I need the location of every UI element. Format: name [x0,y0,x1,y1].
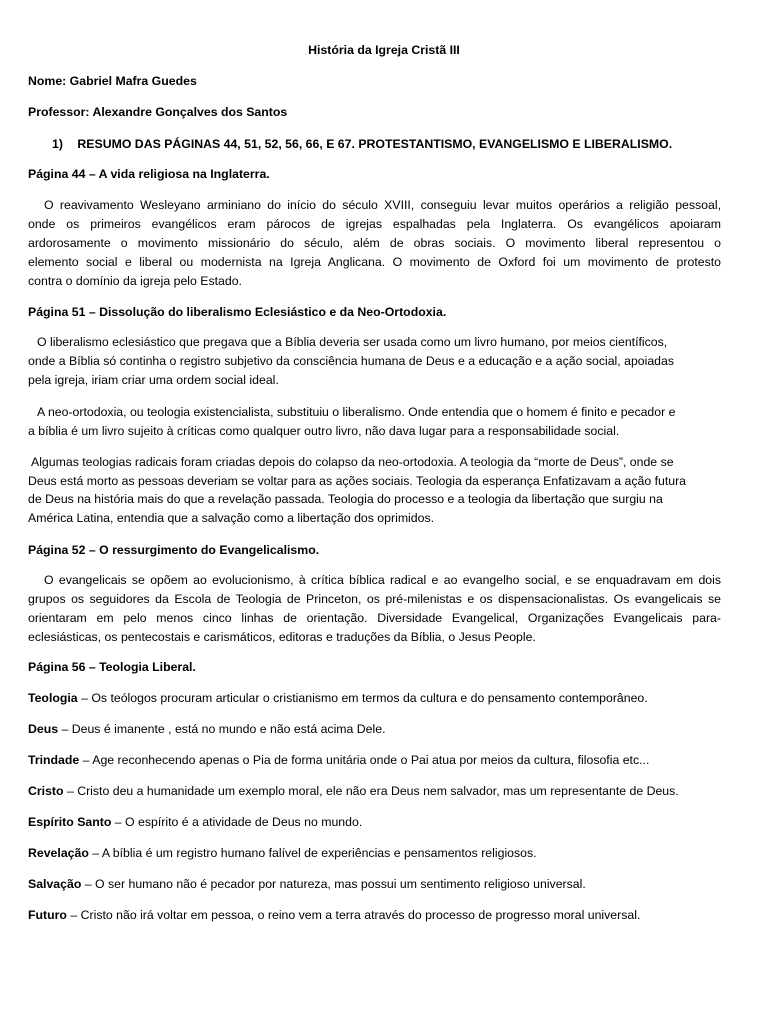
item-heading-text: RESUMO DAS PÁGINAS 44, 51, 52, 56, 66, E 67. PROTESTANTISMO, EVANGELISMO E LIBERALISMO. [77,137,673,151]
paragraph-line: grupos os seguidores da Escola de Teologia de Princeton, os pré-milenistas e os dispensacionalistas. Os evangelicais se [28,592,721,606]
definition-revelacao [28,844,721,863]
paragraph-line: onde os primeiros evangélicos eram párocos de igrejas espalhadas pela Inglaterra. Os evangélicos apoiaram [28,217,721,231]
student-name: Nome: Gabriel Mafra Guedes [28,74,197,88]
section-heading-44: Página 44 – A vida religiosa na Inglaterra. [28,167,270,181]
definition-term: Espírito Santo [28,815,112,829]
definition-text: – Age reconhecendo apenas o Pia de forma unitária onde o Pai atua por meios da cultura, filosofia etc... [79,753,650,767]
paragraph-line: O reavivamento Wesleyano arminiano do início do século XVIII, conseguiu levar muitos operários a religião pessoal, [44,198,721,212]
definition-term: Deus [28,722,59,736]
paragraph-line: América Latina, entendia que a salvação como a libertação dos oprimidos. [28,511,435,525]
section-heading-52: Página 52 – O ressurgimento do Evangelicalismo. [28,543,320,557]
paragraph-line: Algumas teologias radicais foram criadas depois do colapso da neo-ortodoxia. A teologia da “morte de Deus”, onde se [31,455,674,469]
paragraph-line: O liberalismo eclesiástico que pregava que a Bíblia deveria ser usada como um livro humano, por meios científicos, [37,335,668,349]
definition-text: – Deus é imanente , está no mundo e não está acima Dele. [58,722,386,736]
definition-text: – O ser humano não é pecador por natureza, mas possui um sentimento religioso universal. [81,877,586,891]
definition-salvacao [28,875,721,894]
definition-futuro [28,906,721,925]
definition-deus [28,720,721,739]
section-heading-51: Página 51 – Dissolução do liberalismo Eclesiástico e da Neo-Ortodoxia. [28,305,447,319]
professor-name: Professor: Alexandre Gonçalves dos Santos [28,105,288,119]
paragraph-line: ardorosamente o movimento missionário do século, além de obras sociais. O movimento liberal representou o [28,236,721,250]
definition-term: Teologia [28,691,78,705]
paragraph-line: a bíblia é um livro sujeito à críticas como qualquer outro livro, não dava lugar para a responsabilidade social. [28,424,620,438]
definition-teologia [28,689,721,708]
paragraph-line: O evangelicais se opõem ao evolucionismo, à crítica bíblica radical e ao evangelho social, e se enquadravam em dois [44,573,721,587]
definition-text: – Cristo deu a humanidade um exemplo moral, ele não era Deus nem salvador, mas um representante de Deus. [63,784,679,798]
paragraph-line: A neo-ortodoxia, ou teologia existencialista, substituiu o liberalismo. Onde entendia que o homem é finito e pecador e [37,405,676,419]
definition-term: Salvação [28,877,82,891]
definition-term: Trindade [28,753,80,767]
definition-term: Futuro [28,908,67,922]
definition-text: – Os teólogos procuram articular o cristianismo em termos da cultura e do pensamento contemporâneo. [77,691,648,705]
paragraph-line: orientaram em pelo menos cinco linhas de orientação. Diversidade Evangelical, Organizações Evangelicais para- [28,611,721,625]
item-number: 1) [52,137,63,151]
definition-text: – A bíblia é um registro humano falível de experiências e pensamentos religiosos. [88,846,537,860]
paragraph-line: elemento social e liberal ou modernista na Igreja Anglicana. O movimento de Oxford foi um movimento de protesto [28,255,721,269]
paragraph-line: pela igreja, iriam criar uma ordem social ideal. [28,373,279,387]
definition-text: – Cristo não irá voltar em pessoa, o reino vem a terra através do processo de progresso moral universal. [66,908,641,922]
summary-heading [52,135,721,154]
paragraph-line: eclesiásticas, os pentecostais e carismáticos, editoras e traduções da Bíblia, o Jesus People. [28,630,536,644]
definition-cristo [28,782,721,801]
paragraph-line: Deus está morto as pessoas deveriam se voltar para as ações sociais. Teologia da esperança Enfatizavam a ação futura [28,474,687,488]
definition-text: – O espírito é a atividade de Deus no mundo. [111,815,363,829]
document-title: História da Igreja Cristã III [308,43,460,57]
paragraph-line: contra o domínio da igreja pelo Estado. [28,274,242,288]
paragraph-line: onde a Bíblia só continha o registro subjetivo da consciência humana de Deus e a educação e a ação social, apoiadas [28,354,675,368]
definition-term: Cristo [28,784,64,798]
definition-espirito-santo [28,813,721,832]
section-heading-56: Página 56 – Teologia Liberal. [28,660,196,674]
definition-term: Revelação [28,846,89,860]
definition-trindade [28,751,721,770]
paragraph-line: de Deus na história mais do que a revelação passada. Teologia do processo e a teologia da libertação que surgiu na [28,492,663,506]
